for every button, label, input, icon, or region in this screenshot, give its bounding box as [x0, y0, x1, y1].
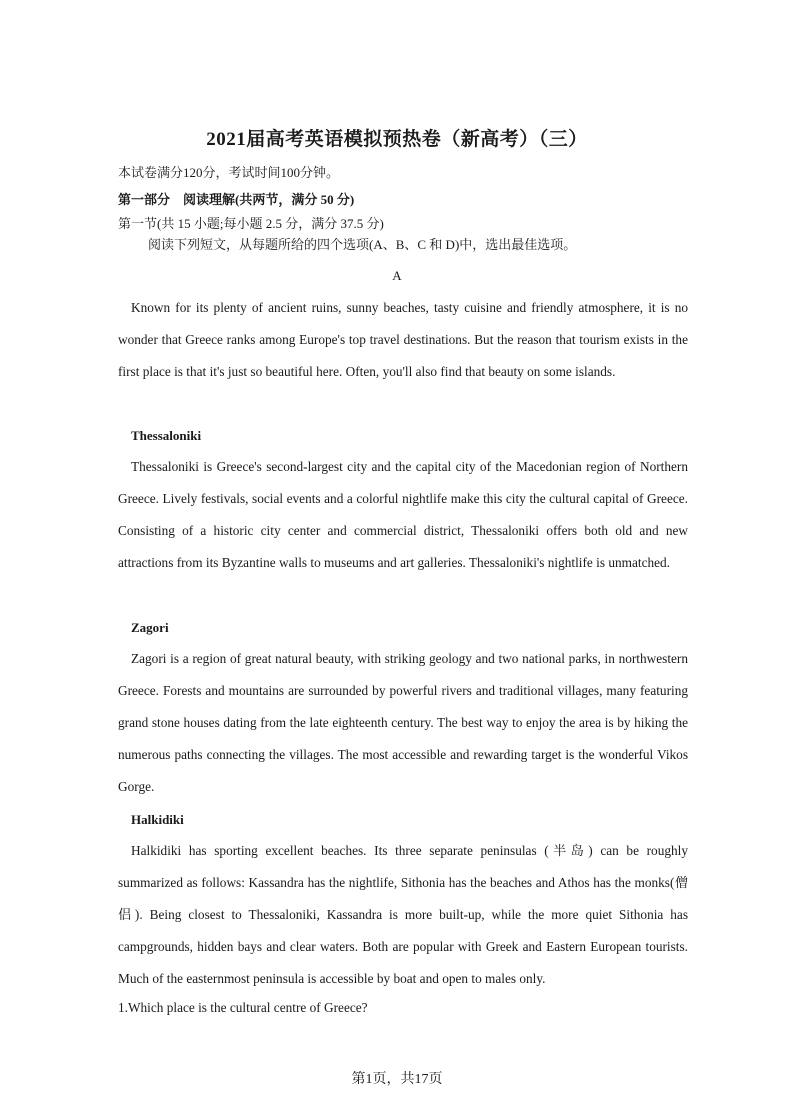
- exam-meta: 本试卷满分120分，考试时间100分钟。: [118, 165, 340, 180]
- section-heading: 第一节(共 15 小题;每小题 2.5 分，满分 37.5 分): [118, 216, 384, 231]
- section-text-halkidiki: Halkidiki has sporting excellent beaches. Its three separate peninsulas (半岛) can be roughly summarized as follows: Kassandra has the nightlife, Sithonia has the beaches and Athos has the monks(僧侣). Being closest to Thessaloniki, Kassandra is more built-up, while the more quiet Sithonia has campgrounds, hidden bays and clear waters. Both are popular with Greek and Eastern European tourists. Much of the easternmost peninsula is accessible by boat and open to males only.: [118, 843, 688, 986]
- section-heading-thessaloniki: Thessaloniki: [131, 428, 202, 443]
- exam-title: 2021届高考英语模拟预热卷（新高考）（三）: [206, 129, 588, 150]
- passage-label: A: [392, 268, 402, 283]
- question-1: 1.Which place is the cultural centre of Greece?: [118, 1000, 368, 1015]
- section-text-thessaloniki: Thessaloniki is Greece's second-largest city and the capital city of the Macedonian region of Northern Greece. Lively festivals, social events and a colorful nightlife make this city the cultural capital of Greece. Consisting of a historic city center and commercial district, Thessaloniki offers both old and new attractions from its Byzantine walls to museums and art galleries. Thessaloniki's nightlife is unmatched.: [118, 459, 688, 570]
- section-text-zagori: Zagori is a region of great natural beauty, with striking geology and two national parks, in northwestern Greece. Forests and mountains are surrounded by powerful rivers and traditional villages, many featuring grand stone houses dating from the late eighteenth century. The best way to enjoy the area is by hiking the numerous paths connecting the villages. The most accessible and rewarding target is the wonderful Vikos Gorge.: [118, 651, 688, 794]
- section-heading-zagori: Zagori: [131, 620, 169, 635]
- page-footer: 第1页，共17页: [351, 1072, 443, 1087]
- part-heading: 第一部分 阅读理解(共两节，满分 50 分): [118, 192, 355, 207]
- intro-paragraph: Known for its plenty of ancient ruins, sunny beaches, tasty cuisine and friendly atmosphere, it is no wonder that Greece ranks among Europe's top travel destinations. But the reason that tourism exists in the first place is that it's just so beautiful here. Often, you'll also find that beauty on some islands.: [118, 300, 688, 379]
- section-heading-halkidiki: Halkidiki: [131, 812, 184, 827]
- instructions: 阅读下列短文，从每题所给的四个选项(A、B、C 和 D)中，选出最佳选项。: [148, 237, 577, 252]
